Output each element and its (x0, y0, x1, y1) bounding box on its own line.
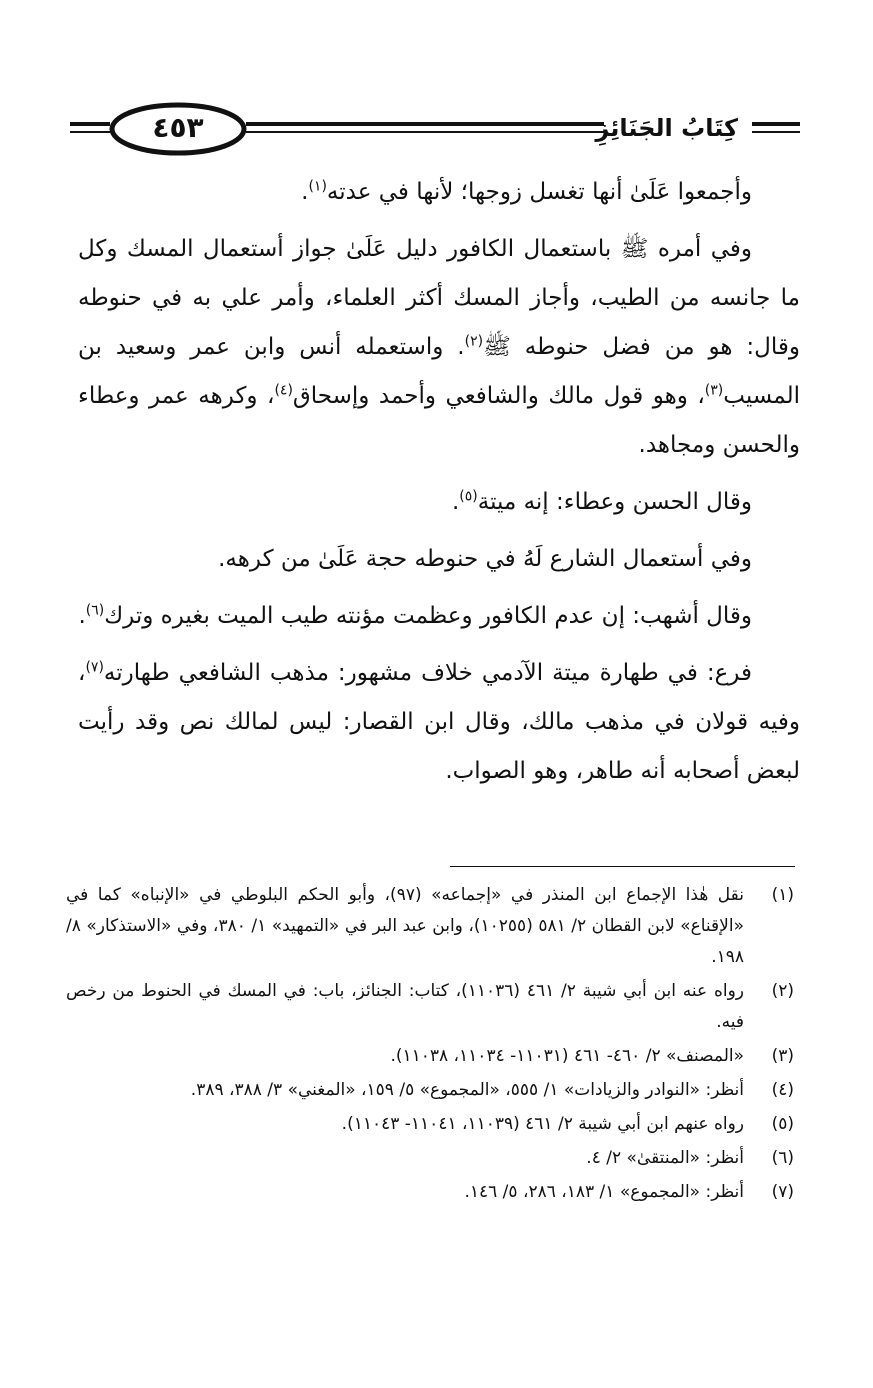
paragraph-1: وأجمعوا عَلَىٰ أنها تغسل زوجها؛ لأنها في عدته$^{(١)}$. (301, 178, 752, 205)
footnote-3 (66, 1041, 794, 1072)
header-rule-middle-bottom (246, 131, 604, 133)
footnote-ref-5[interactable]: (٥) (459, 488, 478, 505)
footnote-text: رواه عنه ابن أبي شيبة ٢/ ٤٦١ (١١٠٣٦)، كتاب: الجنائز، باب: في المسك في الحنوط من رخص فيه. (66, 981, 744, 1032)
header-rule-right-bottom (752, 131, 800, 133)
page-number-frame (108, 102, 248, 156)
footnote-number: (١) (771, 885, 794, 905)
footnote-number: (٤) (771, 1080, 794, 1100)
paragraph-5: وقال أشهب: إن عدم الكافور وعظمت مؤنته طيب الميت بغيره وترك$^{(٦)}$. (78, 602, 752, 629)
paragraph-6: فرع: في طهارة ميتة الآدمي خلاف مشهور: مذهب الشافعي طهارته$^{(٧)}$، وفيه قولان في مذهب مالك، وقال ابن القصار: ليس لمالك نص وقد رأيت لبعض أصحابه أنه طاهر، وهو الصواب. (78, 659, 800, 784)
footnote-ref-3[interactable]: (٣) (704, 382, 724, 399)
footnote-4 (66, 1075, 794, 1106)
footnote-ref-4[interactable]: (٤) (274, 382, 293, 399)
footnote-text: نقل هٰذا الإجماع ابن المنذر في «إجماعه» (٩٧)، وأبو الحكم البلوطي في «الإنباه» كما في «الإقناع» لابن القطان ٢/ ٥٨١ (١٠٢٥٥)، وابن عبد البر في «التمهيد» ١/ ٣٨٠، وفي «الاستذكار» ٨/ ١٩٨. (66, 885, 744, 967)
header-rule-left-top (70, 122, 110, 126)
footnote-6 (66, 1143, 794, 1174)
footnote-ref-6[interactable]: (٦) (85, 602, 105, 619)
footnote-ref-2[interactable]: (٢) (464, 333, 484, 350)
footnote-ref-7[interactable]: (٧) (85, 659, 104, 676)
footnote-1 (66, 880, 794, 973)
footnote-text: «المصنف» ٢/ ٤٦٠- ٤٦١ (١١٠٣١- ١١٠٣٤، ١١٠٣٨). (390, 1046, 744, 1066)
footnotes (66, 880, 794, 1211)
footnote-number: (٧) (771, 1182, 794, 1202)
paragraph-2: وفي أمره ﷺ باستعمال الكافور دليل عَلَىٰ جواز أستعمال المسك وكل ما جانسه من الطيب، وأجاز المسك أكثر العلماء، وأمر علي به في حنوطه وقال: هو من فضل حنوطه ﷺ$^{(٢)}$. واستعمله أنس وابن عمر وسعيد بن المسيب$^{(٣)}$، وهو قول مالك والشافعي وأحمد وإسحاق$^{(٤)}$، وكرهه عمر وعطاء والحسن ومجاهد. (78, 236, 801, 458)
footnote-number: (٣) (771, 1046, 794, 1066)
footnote-5 (66, 1109, 794, 1140)
footnote-7 (66, 1177, 794, 1208)
paragraph-4: وفي أستعمال الشارع لَهُ في حنوطه حجة عَلَىٰ من كرهه. (218, 546, 752, 572)
page-header (70, 100, 800, 160)
footnote-text: رواه عنهم ابن أبي شيبة ٢/ ٤٦١ (١١٠٣٩، ١١٠٤١- ١١٠٤٣). (341, 1114, 744, 1134)
running-title: كِتَابُ الجَنَائِزِ (595, 114, 738, 142)
main-text (78, 168, 800, 804)
footnote-text: أنظر: «المنتقىٰ» ٢/ ٤. (586, 1148, 744, 1168)
footnote-number: (٢) (771, 981, 794, 1001)
header-rule-right-top (752, 122, 800, 126)
paragraph-3: وقال الحسن وعطاء: إنه ميتة$^{(٥)}$. (451, 488, 752, 515)
footnote-number: (٥) (771, 1114, 794, 1134)
footnote-text: أنظر: «المجموع» ١/ ١٨٣، ٢٨٦، ٥/ ١٤٦. (464, 1182, 744, 1202)
footnote-2 (66, 976, 794, 1038)
footnote-separator (450, 866, 795, 867)
footnote-text: أنظر: «النوادر والزيادات» ١/ ٥٥٥، «المجموع» ٥/ ١٥٩، «المغني» ٣/ ٣٨٨، ٣٨٩. (190, 1080, 744, 1100)
footnote-number: (٦) (771, 1148, 794, 1168)
header-rule-left-bottom (70, 131, 110, 133)
header-rule-middle-top (246, 122, 604, 126)
footnote-ref-1[interactable]: (١) (308, 178, 327, 195)
page-number: ٤٥٣ (152, 111, 204, 144)
